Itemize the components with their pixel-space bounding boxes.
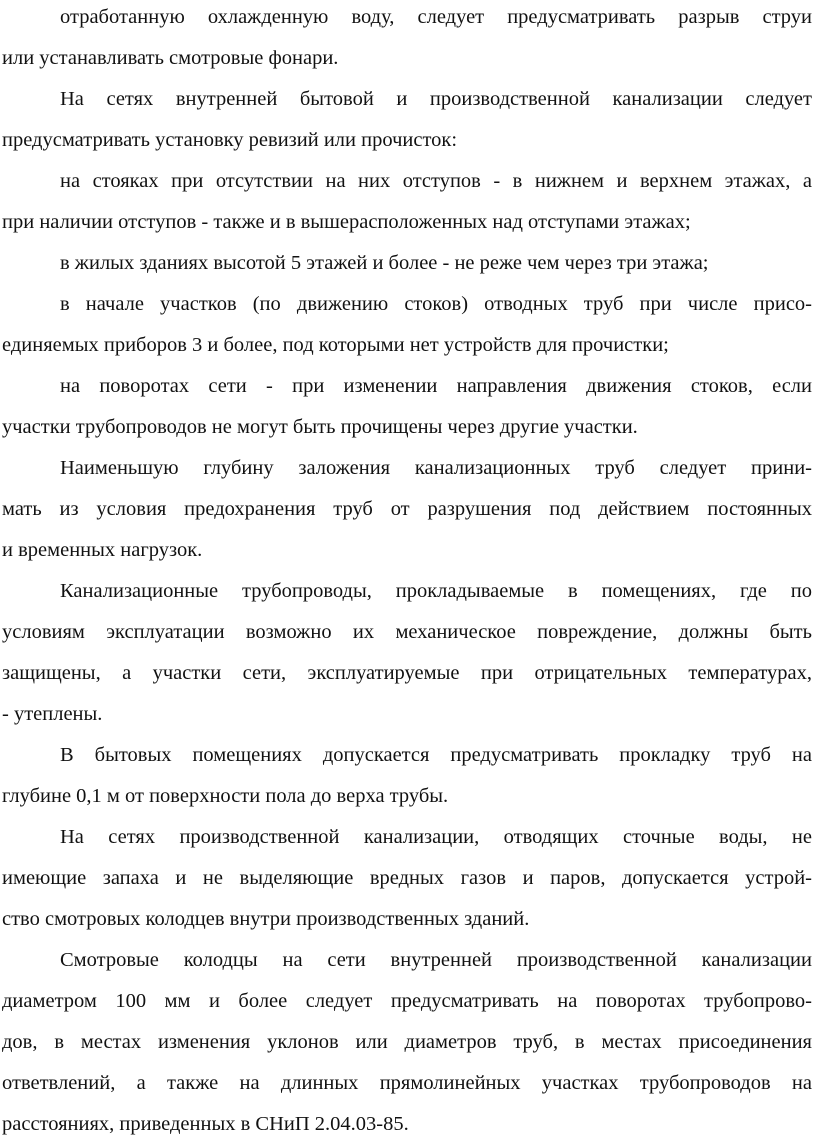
text-line: Смотровые колодцы на сети внутренней производственной канализации	[60, 949, 812, 971]
text-line: условиям эксплуатации возможно их механическое повреждение, должны быть	[2, 621, 812, 643]
text-line: диаметром 100 мм и более следует предусматривать на поворотах трубопрово-	[2, 990, 812, 1012]
text-line: Наименьшую глубину заложения канализационных труб следует прини-	[60, 457, 812, 479]
text-line: - утеплены.	[2, 703, 103, 725]
text-line: ответвлений, а также на длинных прямолинейных участках трубопроводов на	[2, 1072, 812, 1094]
text-line: глубине 0,1 м от поверхности пола до верха трубы.	[2, 785, 449, 807]
text-line: имеющие запаха и не выделяющие вредных газов и паров, допускается устрой-	[2, 867, 812, 889]
text-line: или устанавливать смотровые фонари.	[2, 47, 339, 69]
text-line: ство смотровых колодцев внутри производственных зданий.	[2, 908, 530, 930]
text-line: в жилых зданиях высотой 5 этажей и более - не реже чем через три этажа;	[60, 252, 709, 274]
text-line: в начале участков (по движению стоков) отводных труб при числе присо-	[60, 293, 812, 315]
text-line: дов, в местах изменения уклонов или диаметров труб, в местах присоединения	[2, 1031, 812, 1053]
text-line: защищены, а участки сети, эксплуатируемые при отрицательных температурах,	[2, 662, 812, 684]
text-line: на поворотах сети - при изменении направления движения стоков, если	[60, 375, 812, 397]
text-line: участки трубопроводов не могут быть прочищены через другие участки.	[2, 416, 638, 438]
text-line: расстояниях, приведенных в СНиП 2.04.03-85.	[2, 1113, 409, 1135]
text-line: на стояках при отсутствии на них отступов - в нижнем и верхнем этажах, а	[60, 170, 812, 192]
text-line: отработанную охлажденную воду, следует предусматривать разрыв струи	[60, 6, 812, 28]
text-line: Канализационные трубопроводы, прокладываемые в помещениях, где по	[60, 580, 812, 602]
text-line: единяемых приборов 3 и более, под которыми нет устройств для прочистки;	[2, 334, 669, 356]
text-line: В бытовых помещениях допускается предусматривать прокладку труб на	[60, 744, 812, 766]
text-line: На сетях внутренней бытовой и производственной канализации следует	[60, 88, 812, 110]
text-line: предусматривать установку ревизий или прочисток:	[2, 129, 458, 151]
text-line: и временных нагрузок.	[2, 539, 203, 561]
text-line: при наличии отступов - также и в вышерасположенных над отступами этажах;	[2, 211, 691, 233]
text-line: мать из условия предохранения труб от разрушения под действием постоянных	[2, 498, 812, 520]
text-line: На сетях производственной канализации, отводящих сточные воды, не	[60, 826, 812, 848]
